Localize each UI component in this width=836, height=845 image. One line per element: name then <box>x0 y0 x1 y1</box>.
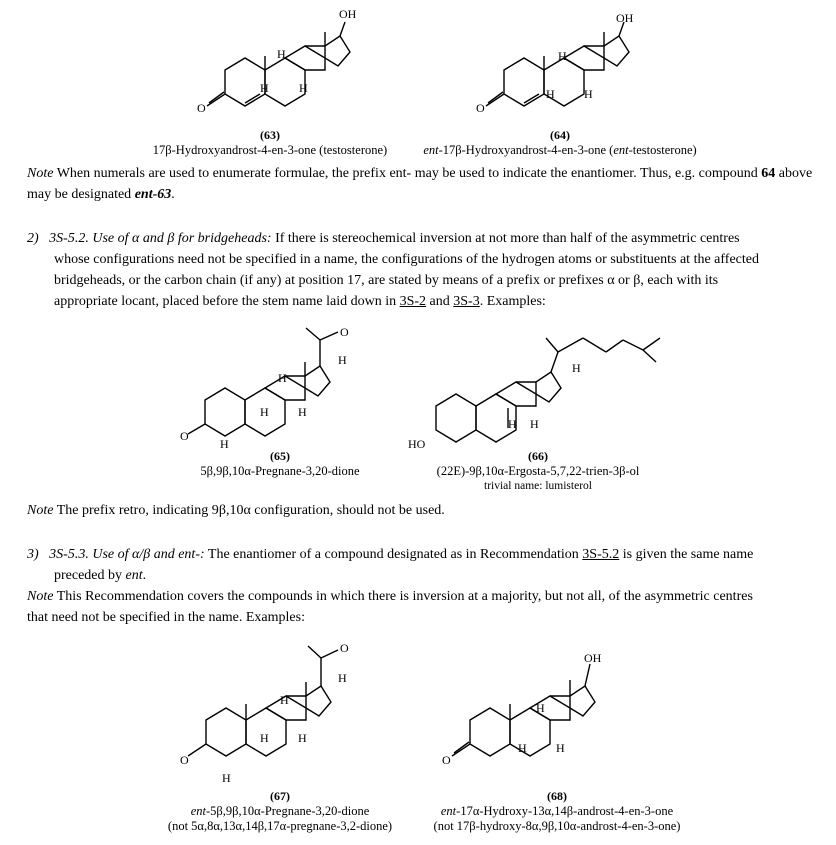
note-2: Note The prefix retro, indicating 9β,10α configuration, should not be used. <box>27 503 445 518</box>
compound-number: (63) <box>260 128 280 142</box>
note-3: Note This Recommendation covers the compounds in which there is inversion at a majority, but not all, of the asymmetric centres that need not be specified in the name. Examples: <box>27 589 753 625</box>
svg-text:H: H <box>572 361 581 375</box>
caption-68 <box>412 789 702 834</box>
compound-name: ent-17β-Hydroxyandrost-4-en-3-one (ent-testosterone) <box>423 143 697 157</box>
svg-text:O: O <box>340 641 349 655</box>
structure-67 <box>178 630 378 790</box>
svg-text:H: H <box>530 417 539 431</box>
structure-68 <box>440 640 620 780</box>
link-3S-3[interactable]: 3S-3 <box>453 294 480 309</box>
svg-text:H: H <box>536 701 545 715</box>
compound-name: (22E)-9β,10α-Ergosta-5,7,22-trien-3β-ol <box>436 464 640 478</box>
svg-text:H: H <box>584 87 593 101</box>
caption-65 <box>165 449 395 479</box>
svg-text:H: H <box>260 405 269 419</box>
svg-text:H: H <box>260 731 269 745</box>
svg-text:H: H <box>220 437 229 451</box>
svg-text:H: H <box>518 741 527 755</box>
svg-text:H: H <box>260 81 269 95</box>
svg-text:H: H <box>546 87 555 101</box>
svg-text:H: H <box>278 371 287 385</box>
compound-number: (64) <box>550 128 570 142</box>
svg-text:H: H <box>338 353 347 367</box>
svg-text:H: H <box>299 81 308 95</box>
compound-name: ent-17α-Hydroxy-13α,14β-androst-4-en-3-one <box>440 804 674 818</box>
svg-text:H: H <box>280 693 289 707</box>
compound-number: (66) <box>528 449 548 463</box>
compound-number: (68) <box>547 789 567 803</box>
compound-number: (65) <box>270 449 290 463</box>
caption-64 <box>400 128 720 158</box>
svg-text:H: H <box>338 671 347 685</box>
caption-67 <box>150 789 410 834</box>
svg-text:H: H <box>558 49 567 63</box>
compound-name: 5β,9β,10α-Pregnane-3,20-dione <box>200 464 360 478</box>
item-3: 3) 3S-5.3. Use of α/β and ent-: The enantiomer of a compound designated as in Recommendation 3S-5.2 is given the same name preceded by ent. <box>27 547 754 583</box>
caption-63 <box>140 128 400 158</box>
svg-text:O: O <box>180 429 189 443</box>
structure-63 <box>195 0 375 128</box>
link-3S-5-2[interactable]: 3S-5.2 <box>582 547 620 562</box>
structure-64 <box>474 0 654 128</box>
svg-text:O: O <box>476 101 485 115</box>
svg-text:H: H <box>556 741 565 755</box>
caption-66 <box>408 449 668 494</box>
compound-number: (67) <box>270 789 290 803</box>
structure-66 <box>408 316 668 451</box>
svg-text:HO: HO <box>408 437 426 451</box>
svg-text:O: O <box>442 753 451 767</box>
svg-text:O: O <box>180 753 189 767</box>
svg-text:OH: OH <box>584 651 602 665</box>
structure-65 <box>180 316 380 451</box>
svg-text:O: O <box>340 325 349 339</box>
svg-text:H: H <box>508 417 517 431</box>
svg-text:O: O <box>197 101 206 115</box>
svg-text:OH: OH <box>339 7 357 21</box>
compound-name: 17β-Hydroxyandrost-4-en-3-one (testosterone) <box>152 143 388 157</box>
svg-text:H: H <box>298 731 307 745</box>
note-1: Note When numerals are used to enumerate formulae, the prefix ent- may be used to indicate the enantiomer. Thus, e.g. compound 64 above may be designated ent-63. <box>27 166 813 202</box>
link-3S-2[interactable]: 3S-2 <box>399 294 427 309</box>
item-2: 2) 3S-5.2. Use of α and β for bridgeheads: If there is stereochemical inversion at not more than half of the asymmetric centres whose configurations need not be specified in a name, the configurations of the hydrogen atoms or substituents at the affected bridgeheads, or the carbon chain (if any) at position 17, are stated by means of a prefix or prefixes α or β, each with its appropriate locant, placed before the stem name laid down in 3S-2 and 3S-3. Examples: <box>27 231 759 309</box>
compound-name: ent-5β,9β,10α-Pregnane-3,20-dione <box>190 804 370 818</box>
svg-text:H: H <box>277 47 286 61</box>
svg-text:H: H <box>298 405 307 419</box>
compound-alt-name: (not 5α,8α,13α,14β,17α-pregnane-3,2-dione) <box>167 819 393 833</box>
compound-alt-name: (not 17β-hydroxy-8α,9β,10α-androst-4-en-3-one) <box>433 819 681 833</box>
trivial-name: trivial name: lumisterol <box>484 480 592 492</box>
svg-text:H: H <box>222 771 231 785</box>
svg-text:OH: OH <box>616 11 634 25</box>
